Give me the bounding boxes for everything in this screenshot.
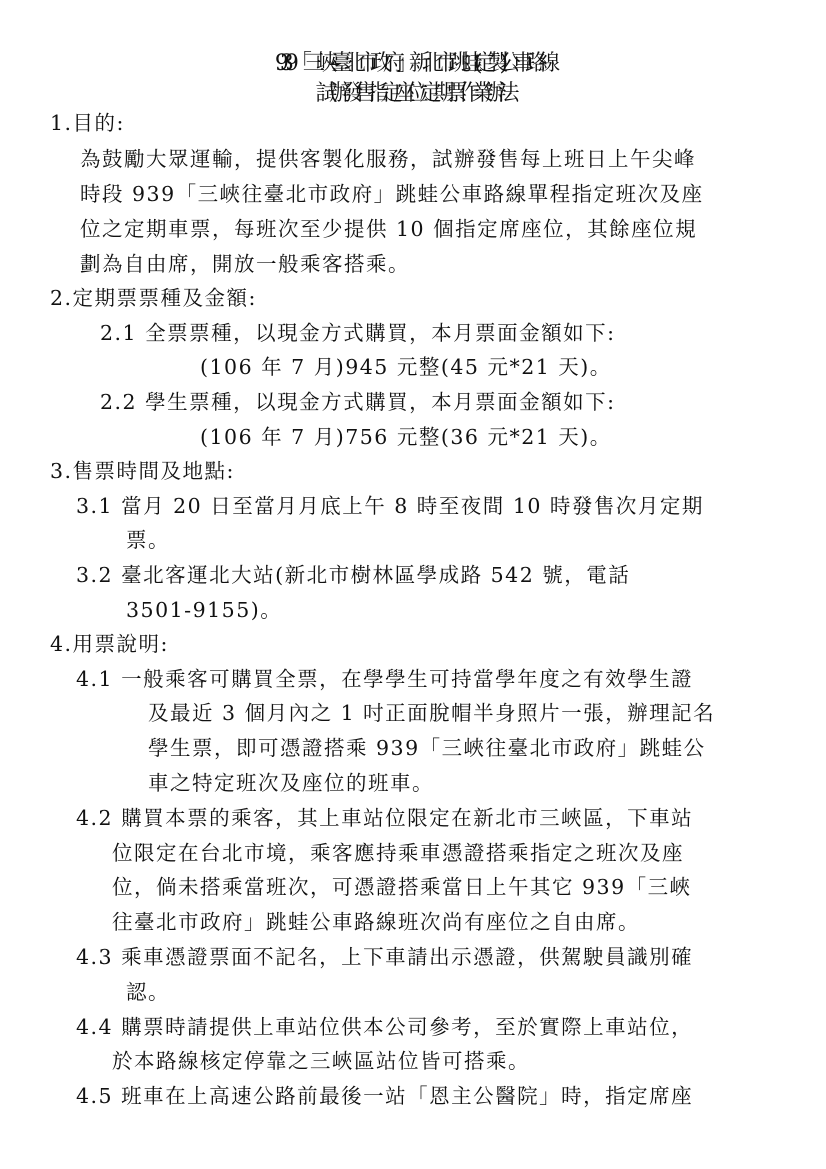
document-title-line-1: 939「三峽–臺北市政府」新北市跳蛙(定製)公車路線: [274, 51, 552, 76]
section-4-item-1-line: 學生票，即可憑證搭乘 939「三峽往臺北市政府」跳蛙公: [148, 736, 706, 760]
section-4-item-2-line: 位限定在台北市境，乘客應持乘車憑證搭乘指定之班次及座: [112, 841, 684, 865]
section-4-heading: 4.用票說明:: [50, 632, 169, 656]
section-3-item-1-line: 3.1 當月 20 日至當月月底上午 8 時至夜間 10 時發售次月定期: [76, 494, 704, 518]
section-4-item-2-line: 往臺北市政府」跳蛙公車路線班次尚有座位之自由席。: [112, 910, 640, 934]
section-3-heading: 3.售票時間及地點:: [50, 459, 235, 483]
section-4-item-2-line: 位，倘未搭乘當班次，可憑證搭乘當日上午其它 939「三峽: [112, 875, 692, 899]
section-4-item-1-line: 車之特定班次及座位的班車。: [148, 771, 434, 795]
section-4-item-2-line: 4.2 購買本票的乘客，其上車站位限定在新北市三峽區，下車站: [76, 806, 694, 830]
section-2-item-1-amount: (106 年 7 月)945 元整(45 元*21 天)。: [200, 355, 612, 379]
section-4-item-4-line: 於本路線核定停靠之三峽區站位皆可搭乘。: [112, 1049, 530, 1073]
section-2-heading: 2.定期票票種及金額:: [50, 286, 257, 310]
section-4-item-5-line: 4.5 班車在上高速公路前最後一站「恩主公醫院」時，指定席座: [76, 1084, 694, 1108]
section-1-heading: 1.目的:: [50, 111, 125, 135]
section-3-item-1-line: 票。: [126, 528, 170, 552]
section-3-item-2-line: 3501-9155)。: [126, 598, 283, 622]
section-2-item-2: 2.2 學生票種，以現金方式購買，本月票面金額如下:: [100, 390, 616, 414]
section-4-item-1-line: 4.1 一般乘客可購買全票，在學學生可持當學年度之有效學生證: [76, 667, 694, 691]
section-1-text-line: 時段 939「三峽往臺北市政府」跳蛙公車路線單程指定班次及座: [80, 182, 704, 206]
section-2-item-1: 2.1 全票票種，以現金方式購買，本月票面金額如下:: [100, 321, 616, 345]
section-1-text-line: 位之定期車票，每班次至少提供 10 個指定席座位，其餘座位規: [80, 217, 698, 241]
section-4-item-3-line: 4.3 乘車憑證票面不記名，上下車請出示憑證，供駕駛員識別確: [76, 945, 694, 969]
section-1-text-line: 劃為自由席，開放一般乘客搭乘。: [80, 252, 410, 276]
section-1-text-line: 為鼓勵大眾運輸，提供客製化服務，試辦發售每上班日上午尖峰: [80, 147, 696, 171]
document-title-line-2: 試辦發售指定座位定期票作業辦法: [315, 81, 511, 106]
section-2-item-2-amount: (106 年 7 月)756 元整(36 元*21 天)。: [200, 425, 612, 449]
section-4-item-3-line: 認。: [126, 980, 170, 1004]
section-4-item-1-line: 及最近 3 個月內之 1 吋正面脫帽半身照片一張，辦理記名: [148, 701, 716, 725]
section-3-item-2-line: 3.2 臺北客運北大站(新北市樹林區學成路 542 號，電話: [76, 563, 631, 587]
section-4-item-4-line: 4.4 購票時請提供上車站位供本公司參考，至於實際上車站位，: [76, 1015, 694, 1039]
